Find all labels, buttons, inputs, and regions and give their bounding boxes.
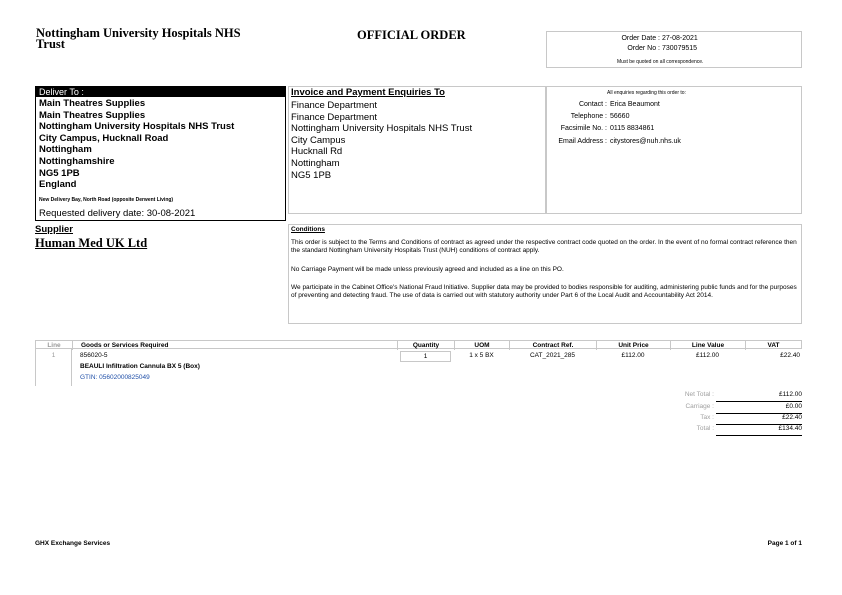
contact-label: Contact : [578,101,607,108]
row-unit-price: £112.00 [621,352,645,359]
conditions-box [288,224,802,324]
row-uom: 1 x 5 BX [469,352,494,359]
deliver-line: England [39,179,77,191]
invoice-line: Finance Department [291,100,378,111]
requested-delivery-label: Requested delivery date: [39,208,145,219]
organisation-name [36,28,241,50]
deliver-line: Nottingham [39,144,92,156]
invoice-heading: Invoice and Payment Enquiries To [291,87,445,98]
org-name-line2: Trust [36,37,65,51]
tax-value: £22.40 [716,414,802,425]
order-no-label: Order No : [627,45,660,52]
row-line-value: £112.00 [695,352,719,359]
row-contract-ref: CAT_2021_285 [529,352,576,359]
order-date-label: Order Date : [621,35,660,42]
delivery-note: New Delivery Bay, North Road (opposite Derwent Living) [39,197,174,203]
deliver-line: Main Theatres Supplies [39,109,146,121]
col-uom: UOM [455,341,510,350]
row-line-cell [35,349,72,386]
carriage-value: £0.00 [716,403,802,414]
conditions-heading: Conditions [291,226,325,233]
table-row [35,349,802,386]
page-number: Page 1 of 1 [767,540,802,547]
supplier-heading: Supplier [35,224,74,235]
col-contract: Contract Ref. [510,341,597,350]
totals-labels [640,391,714,439]
net-total-label: Net Total : [684,391,714,398]
table-header [35,340,802,349]
requested-delivery [39,208,195,219]
invoice-line: NG5 1PB [291,169,332,181]
deliver-line: NG5 1PB [39,167,80,179]
col-unit-price: Unit Price [597,341,671,350]
deliver-line: Nottinghamshire [39,155,115,167]
conditions-para1: This order is subject to the Terms and Conditions of contract as agreed under the respective contract code quoted on the order. In the event of no formal contract reference then the standard Nottingham University Hospitals Trust (NUH) conditions of contract apply. [291,239,797,254]
email-value[interactable]: citystores@nuh.nhs.uk [610,138,681,145]
conditions-para3: We participate in the Cabinet Office's National Fraud Initiative. Supplier data may be provided to bodies responsible for auditing, administering public funds and for the purposes of preventing and detecting fraud. The use of data is carried out with statutory authority under Part 6 of the Local Audit and Accountability Act 2014. [291,284,797,299]
order-no-value: 730079515 [662,45,698,52]
enquiries-heading: All enquiries regarding this order to: [607,90,686,96]
total-value: £134.40 [716,425,802,436]
requested-delivery-date: 30-08-2021 [146,208,196,219]
org-name-line1: Nottingham University Hospitals NHS [36,26,241,40]
fax-value: 0115 8834861 [610,125,655,132]
footer-left: GHX Exchange Services [35,540,111,547]
telephone-value: 56660 [610,113,630,120]
col-line-value: Line Value [671,341,746,350]
telephone-label: Telephone : [570,113,607,120]
tax-label: Tax : [700,414,714,421]
quote-note: Must be quoted on all correspondence. [617,59,704,65]
supplier-section [35,224,285,251]
fax-label: Facsimile No. : [560,125,607,132]
contact-value: Erica Beaumont [610,101,660,108]
total-label: Total : [696,425,714,432]
invoice-line: City Campus [291,134,346,146]
totals-block [640,391,802,439]
row-quantity: 1 [400,351,451,362]
net-total-value: £112.00 [716,391,802,402]
invoice-line: Nottingham [291,157,340,169]
col-goods: Goods or Services Required [73,341,398,350]
row-item-code: 856020-5 [80,352,108,359]
conditions-para2: No Carriage Payment will be made unless previously agreed and included as a line on this PO. [291,266,564,273]
order-info-box [546,31,802,68]
deliver-line: Main Theatres Supplies [39,98,146,109]
col-line: Line [36,341,73,350]
row-vat: £22.40 [780,352,800,359]
invoice-line: Nottingham University Hospitals NHS Trust [291,123,473,135]
deliver-to-heading: Deliver To : [36,87,285,97]
invoice-box [288,86,546,214]
email-label: Email Address : [558,138,607,145]
deliver-line: City Campus, Hucknall Road [39,132,169,144]
col-vat: VAT [767,342,780,349]
carriage-label: Carriage : [685,403,714,410]
row-item-gtin: GTIN: 05602000825049 [80,374,150,381]
enquiries-box [546,86,802,214]
document-title: OFFICIAL ORDER [357,28,466,42]
order-date-value: 27-08-2021 [662,35,698,42]
invoice-line: Hucknall Rd [291,146,343,158]
invoice-line: Finance Department [291,111,378,123]
col-quantity: Quantity [398,341,455,350]
deliver-line: Nottingham University Hospitals NHS Trust [39,121,235,133]
supplier-name: Human Med UK Ltd [35,236,148,250]
row-item-description: BEAULI Infiltration Cannula BX 5 (Box) [80,363,200,370]
deliver-to-box [35,86,286,221]
row-line-number: 1 [51,352,56,359]
invoice-address [291,100,472,181]
deliver-address [39,98,234,191]
